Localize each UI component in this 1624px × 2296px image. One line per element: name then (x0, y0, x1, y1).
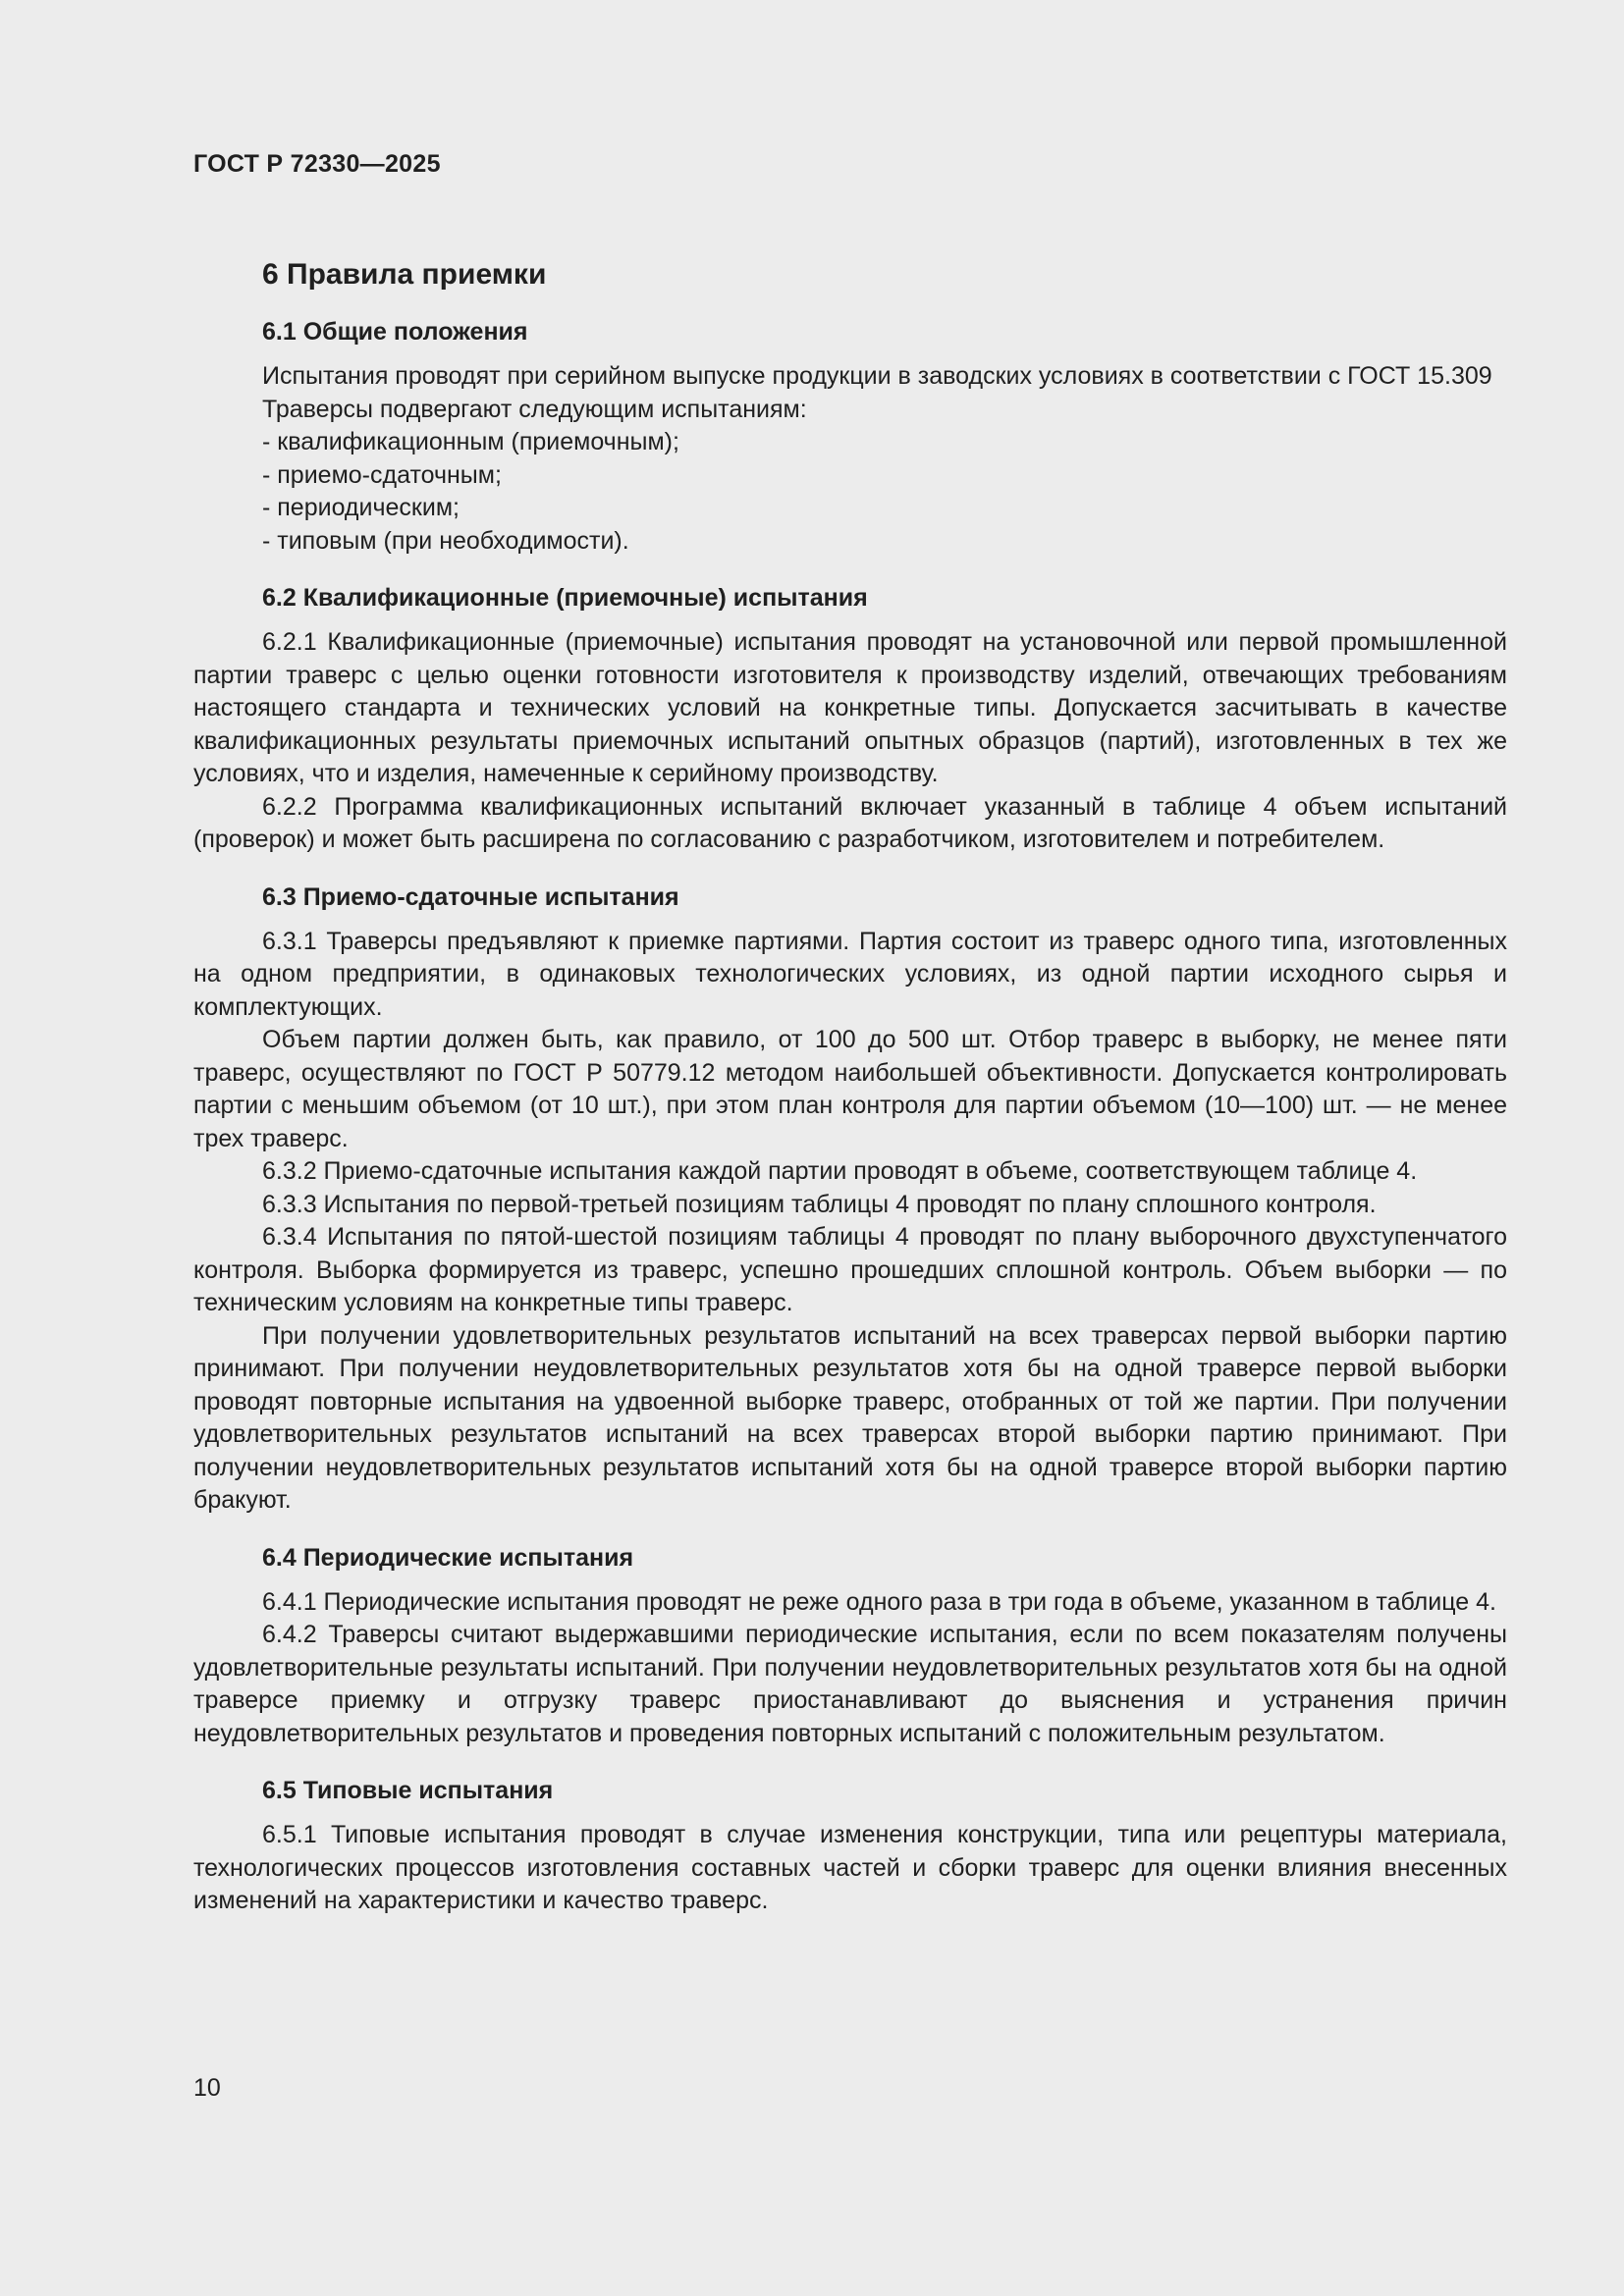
subsection-body (193, 1586, 1507, 1751)
paragraph: Испытания проводят при серийном выпуске продукции в заводских условиях в соответствии с ГОСТ 15.309 (262, 362, 1492, 390)
paragraph: Объем партии должен быть, как правило, от 100 до 500 шт. Отбор траверс в выборку, не менее пяти траверс, осуществляют по ГОСТ Р 50779.12 методом наибольшей объективности. Допускается контролировать партии с меньшим объемом (от 10 шт.), при этом план контроля для партии объемом (10—100) шт. — не менее трех траверс. (193, 1026, 1507, 1152)
paragraph: При получении удовлетворительных результатов испытаний на всех траверсах первой выборки партию принимают. При получении неудовлетворительных результатов хотя бы на одной траверсе первой выборки проводят повторные испытания на удвоенной выборке траверс, отобранных от той же партии. При получении удовлетворительных результатов испытаний на всех траверсах второй выборки партию принимают. При получении неудовлетворительных результатов испытаний хотя бы на одной траверсе второй выборки партию бракуют. (193, 1321, 1507, 1514)
page-number: 10 (193, 2074, 221, 2102)
paragraph: 6.3.3 Испытания по первой-третьей позициям таблицы 4 проводят по плану сплошного контроля. (262, 1190, 1377, 1218)
list-item: - квалификационным (приемочным); (262, 428, 679, 455)
subsection-body (193, 1819, 1507, 1918)
subsection-6-4 (193, 1542, 1507, 1751)
subsection-6-5 (193, 1775, 1507, 1918)
subsection-title: 6.1 Общие положения (262, 318, 528, 346)
document-page (193, 147, 1507, 1918)
subsection-body (193, 360, 1507, 558)
subsection-title: 6.5 Типовые испытания (262, 1777, 554, 1804)
paragraph: 6.5.1 Типовые испытания проводят в случае изменения конструкции, типа или рецептуры материала, технологических процессов изготовления составных частей и сборки траверс для оценки влияния внесенных изменений на характеристики и качество траверс. (193, 1821, 1507, 1914)
list-item: - приемо-сдаточным; (262, 460, 502, 489)
subsection-title: 6.4 Периодические испытания (262, 1543, 634, 1572)
subsection-body (193, 926, 1507, 1518)
subsection-6-3 (193, 881, 1507, 1518)
paragraph: Траверсы подвергают следующим испытаниям: (262, 395, 807, 423)
list-item: - типовым (при необходимости). (262, 526, 629, 555)
paragraph: 6.3.2 Приемо-сдаточные испытания каждой партии проводят в объеме, соответствующем таблице 4. (262, 1157, 1418, 1185)
section-title: 6 Правила приемки (262, 258, 547, 291)
subsection-6-2 (193, 582, 1507, 857)
paragraph: 6.4.2 Траверсы считают выдержавшими периодические испытания, если по всем показателям получены удовлетворительные результаты испытаний. При получении неудовлетворительных результатов хотя бы на одной траверсе приемку и отгрузку траверс приостанавливают до выяснения и устранения причин неудовлетворительных результатов и проведения повторных испытаний с положительным результатом. (193, 1621, 1507, 1747)
paragraph: 6.3.1 Траверсы предъявляют к приемке партиями. Партия состоит из траверс одного типа, изготовленных на одном предприятии, в одинаковых технологических условиях, из одной партии исходного сырья и комплектующих. (193, 927, 1507, 1021)
subsection-body (193, 626, 1507, 857)
list-item: - периодическим; (262, 494, 460, 521)
subsection-6-1 (193, 316, 1507, 558)
document-header: ГОСТ Р 72330—2025 (193, 150, 441, 178)
paragraph: 6.2.2 Программа квалификационных испытаний включает указанный в таблице 4 объем испытаний (проверок) и может быть расширена по согласованию с разработчиком, изготовителем и потребителем. (193, 792, 1507, 853)
paragraph: 6.4.1 Периодические испытания проводят не реже одного раза в три года в объеме, указанном в таблице 4. (262, 1587, 1496, 1616)
paragraph: 6.3.4 Испытания по пятой-шестой позициям таблицы 4 проводят по плану выборочного двухступенчатого контроля. Выборка формируется из траверс, успешно прошедших сплошной контроль. Объем выборки — по техническим условиям на конкретные типы траверс. (193, 1223, 1507, 1316)
subsection-title: 6.2 Квалификационные (приемочные) испытания (262, 584, 868, 612)
paragraph: 6.2.1 Квалификационные (приемочные) испытания проводят на установочной или первой промышленной партии траверс с целью оценки готовности изготовителя к производству изделий, отвечающих требованиям настоящего стандарта и технических условий на конкретные типы. Допускается засчитывать в качестве квалификационных результаты приемочных испытаний опытных образцов (партий), изготовленных в тех же условиях, что и изделия, намеченные к серийному производству. (193, 628, 1507, 787)
subsection-title: 6.3 Приемо-сдаточные испытания (262, 882, 679, 911)
